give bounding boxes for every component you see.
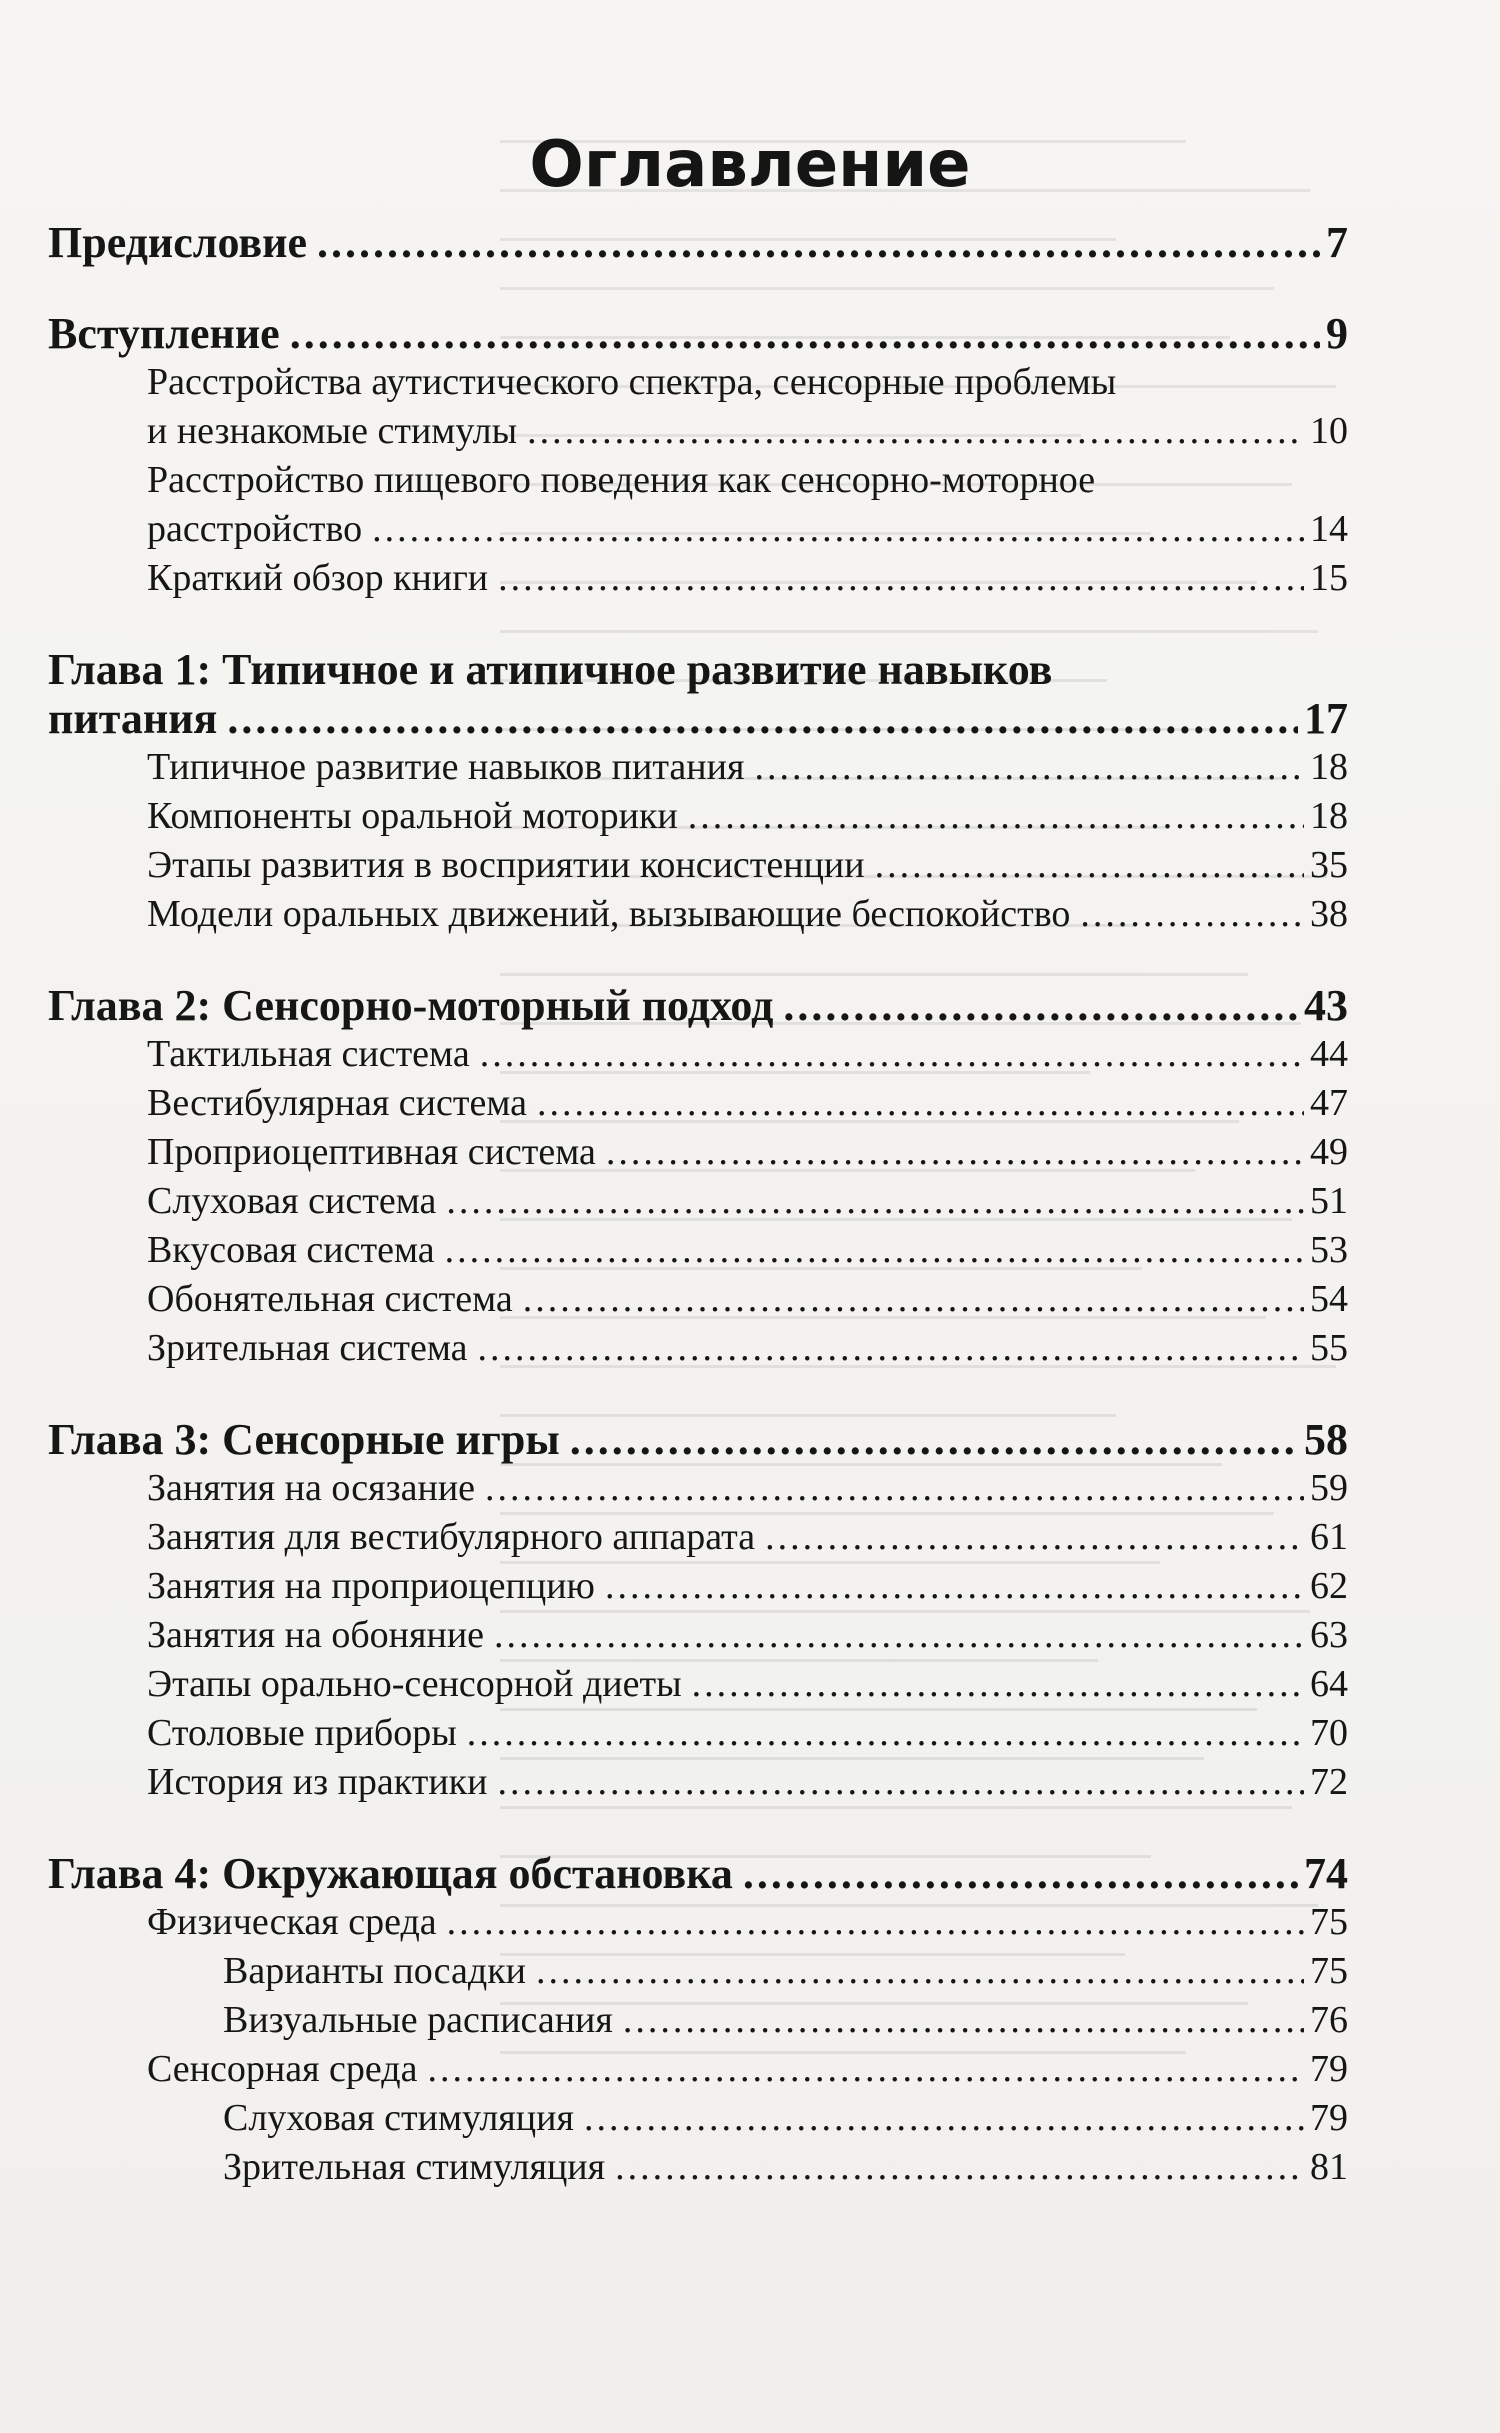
toc-entry[interactable] bbox=[48, 1513, 1348, 1562]
toc-entry-title: Глава 4: Окружающая обстановка bbox=[48, 1849, 733, 1898]
toc-page-number: 76 bbox=[1310, 1999, 1348, 2041]
toc-entry-title: Занятия для вестибулярного аппарата bbox=[147, 1516, 756, 1558]
toc-entry-title: Визуальные расписания bbox=[223, 1999, 613, 2041]
toc-entry[interactable] bbox=[48, 1415, 1348, 1464]
toc-entry-title: Тактильная система bbox=[147, 1033, 470, 1075]
toc-entry-title: Предисловие bbox=[48, 218, 308, 267]
toc-entry[interactable] bbox=[48, 792, 1348, 841]
page-title: Оглавление bbox=[529, 128, 971, 202]
toc-entry-title: Зрительная система bbox=[147, 1327, 468, 1369]
toc-entry-title: Типичное развитие навыков питания bbox=[147, 746, 745, 788]
toc-page-number: 10 bbox=[1310, 410, 1348, 452]
toc-entry-title: Слуховая система bbox=[147, 1180, 437, 1222]
toc-entry[interactable] bbox=[48, 743, 1348, 792]
dot-leader bbox=[447, 1898, 1304, 1947]
dot-leader bbox=[527, 407, 1304, 456]
toc-page-number: 70 bbox=[1310, 1712, 1348, 1754]
toc-entry-title: Сенсорная среда bbox=[147, 2048, 418, 2090]
toc-page-number: 81 bbox=[1310, 2146, 1348, 2188]
toc-entry-title: Этапы развития в восприятии консистенции bbox=[147, 844, 865, 886]
toc-entry-title: Занятия на осязание bbox=[147, 1467, 476, 1509]
toc-entry-title: Занятия на обоняние bbox=[147, 1614, 485, 1656]
toc-page-number: 43 bbox=[1304, 981, 1348, 1030]
dot-leader bbox=[606, 1128, 1304, 1177]
toc-entry-title-line2: и незнакомые стимулы bbox=[147, 410, 518, 452]
toc-entry-title: Глава 3: Сенсорные игры bbox=[48, 1415, 560, 1464]
toc-entry-title: Краткий обзор книги bbox=[147, 557, 489, 599]
toc-entry[interactable] bbox=[48, 505, 1348, 554]
toc-page-number: 62 bbox=[1310, 1565, 1348, 1607]
toc-entry-title: Модели оральных движений, вызывающие беспокойство bbox=[147, 893, 1071, 935]
toc-entry-title: Обонятельная система bbox=[147, 1278, 513, 1320]
dot-leader bbox=[445, 1226, 1304, 1275]
toc-entry[interactable] bbox=[48, 841, 1348, 890]
toc-page-number: 18 bbox=[1310, 795, 1348, 837]
toc-entry[interactable] bbox=[48, 1562, 1348, 1611]
toc-page-number: 58 bbox=[1304, 1415, 1348, 1464]
toc-page-number: 54 bbox=[1310, 1278, 1348, 1320]
toc-page-number: 38 bbox=[1310, 893, 1348, 935]
toc-entry[interactable] bbox=[48, 981, 1348, 1030]
toc-page-number: 47 bbox=[1310, 1082, 1348, 1124]
toc-entry[interactable] bbox=[48, 694, 1348, 743]
toc-page-number: 7 bbox=[1326, 218, 1348, 267]
toc-entry[interactable] bbox=[48, 1947, 1348, 1996]
toc-entry[interactable] bbox=[48, 218, 1348, 267]
toc-section-introduction bbox=[48, 309, 1348, 603]
toc-page-number: 75 bbox=[1310, 1901, 1348, 1943]
toc-section-chapter-4 bbox=[48, 1849, 1348, 2192]
toc-entry[interactable] bbox=[48, 1177, 1348, 1226]
toc-entry[interactable] bbox=[48, 1275, 1348, 1324]
toc-entry[interactable] bbox=[48, 1709, 1348, 1758]
toc-entry-title: Этапы орально-сенсорной диеты bbox=[147, 1663, 682, 1705]
table-of-contents bbox=[48, 218, 1348, 2234]
dot-leader bbox=[570, 1415, 1298, 1464]
dot-leader bbox=[227, 694, 1298, 743]
toc-page-number: 15 bbox=[1310, 557, 1348, 599]
toc-page-number: 72 bbox=[1310, 1761, 1348, 1803]
toc-entry-title-line1[interactable]: Расстройство пищевого поведения как сенсорно-моторное bbox=[147, 459, 1096, 501]
toc-page-number: 79 bbox=[1310, 2097, 1348, 2139]
dot-leader bbox=[498, 554, 1304, 603]
toc-entry-title-line2: питания bbox=[48, 694, 218, 743]
toc-entry-title: Физическая среда bbox=[147, 1901, 437, 1943]
toc-page-number: 18 bbox=[1310, 746, 1348, 788]
dot-leader bbox=[765, 1513, 1304, 1562]
toc-page-number: 9 bbox=[1326, 309, 1348, 358]
dot-leader bbox=[692, 1660, 1304, 1709]
toc-page-number: 51 bbox=[1310, 1180, 1348, 1222]
toc-entry-title: Компоненты оральной моторики bbox=[147, 795, 678, 837]
dot-leader bbox=[485, 1464, 1304, 1513]
toc-entry[interactable] bbox=[48, 554, 1348, 603]
dot-leader bbox=[875, 841, 1304, 890]
dot-leader bbox=[523, 1275, 1304, 1324]
toc-entry[interactable] bbox=[48, 309, 1348, 358]
dot-leader bbox=[478, 1324, 1304, 1373]
toc-page-number: 14 bbox=[1310, 508, 1348, 550]
toc-entry[interactable] bbox=[48, 2143, 1348, 2192]
toc-page-number: 64 bbox=[1310, 1663, 1348, 1705]
toc-entry-title: Столовые приборы bbox=[147, 1712, 457, 1754]
dot-leader bbox=[497, 1758, 1304, 1807]
toc-entry-title: Вступление bbox=[48, 309, 280, 358]
toc-section-preface bbox=[48, 218, 1348, 267]
toc-page-number: 74 bbox=[1304, 1849, 1348, 1898]
toc-entry[interactable] bbox=[48, 2045, 1348, 2094]
toc-page-number: 49 bbox=[1310, 1131, 1348, 1173]
toc-page-number: 44 bbox=[1310, 1033, 1348, 1075]
toc-page-number: 59 bbox=[1310, 1467, 1348, 1509]
toc-section-chapter-1 bbox=[48, 645, 1348, 939]
toc-entry[interactable] bbox=[48, 1849, 1348, 1898]
dot-leader bbox=[317, 218, 1320, 267]
toc-entry[interactable] bbox=[48, 1079, 1348, 1128]
toc-page-number: 75 bbox=[1310, 1950, 1348, 1992]
dot-leader bbox=[623, 1996, 1304, 2045]
toc-entry-title-line1[interactable]: Расстройства аутистического спектра, сенсорные проблемы bbox=[147, 361, 1117, 403]
toc-page-number: 17 bbox=[1304, 694, 1348, 743]
toc-entry[interactable] bbox=[48, 1660, 1348, 1709]
toc-entry-title: Слуховая стимуляция bbox=[223, 2097, 574, 2139]
toc-entry[interactable] bbox=[48, 1996, 1348, 2045]
toc-page-number: 55 bbox=[1310, 1327, 1348, 1369]
toc-entry-title: Глава 2: Сенсорно-моторный подход bbox=[48, 981, 774, 1030]
dot-leader bbox=[372, 505, 1304, 554]
dot-leader bbox=[467, 1709, 1304, 1758]
dot-leader bbox=[290, 309, 1320, 358]
toc-entry[interactable] bbox=[48, 1611, 1348, 1660]
dot-leader bbox=[605, 1562, 1304, 1611]
dot-leader bbox=[428, 2045, 1305, 2094]
toc-entry[interactable] bbox=[48, 1030, 1348, 1079]
dot-leader bbox=[754, 743, 1304, 792]
toc-page-number: 63 bbox=[1310, 1614, 1348, 1656]
toc-page-number: 79 bbox=[1310, 2048, 1348, 2090]
toc-entry[interactable] bbox=[48, 890, 1348, 939]
dot-leader bbox=[446, 1177, 1304, 1226]
toc-entry-title: Вестибулярная система bbox=[147, 1082, 527, 1124]
toc-entry[interactable] bbox=[48, 1324, 1348, 1373]
toc-entry[interactable] bbox=[48, 1758, 1348, 1807]
toc-entry-title: Зрительная стимуляция bbox=[223, 2146, 606, 2188]
dot-leader bbox=[688, 792, 1304, 841]
toc-entry[interactable] bbox=[48, 1464, 1348, 1513]
toc-entry[interactable] bbox=[48, 1226, 1348, 1275]
toc-entry[interactable] bbox=[48, 1898, 1348, 1947]
dot-leader bbox=[494, 1611, 1304, 1660]
dot-leader bbox=[537, 1079, 1304, 1128]
dot-leader bbox=[743, 1849, 1298, 1898]
toc-entry-title: Занятия на проприоцепцию bbox=[147, 1565, 595, 1607]
toc-page-number: 53 bbox=[1310, 1229, 1348, 1271]
toc-page-number: 61 bbox=[1310, 1516, 1348, 1558]
toc-entry[interactable] bbox=[48, 407, 1348, 456]
toc-section-chapter-2 bbox=[48, 981, 1348, 1373]
dot-leader bbox=[584, 2094, 1304, 2143]
toc-entry[interactable] bbox=[48, 1128, 1348, 1177]
toc-entry-title: Проприоцептивная система bbox=[147, 1131, 596, 1173]
dot-leader bbox=[615, 2143, 1304, 2192]
dot-leader bbox=[536, 1947, 1304, 1996]
dot-leader bbox=[783, 981, 1298, 1030]
dot-leader bbox=[480, 1030, 1304, 1079]
toc-page-number: 35 bbox=[1310, 844, 1348, 886]
toc-entry-title: История из практики bbox=[147, 1761, 488, 1803]
toc-entry-title-line2: расстройство bbox=[147, 508, 363, 550]
toc-entry[interactable] bbox=[48, 2094, 1348, 2143]
toc-entry-title: Варианты посадки bbox=[223, 1950, 526, 1992]
toc-entry-title: Вкусовая система bbox=[147, 1229, 435, 1271]
dot-leader bbox=[1080, 890, 1304, 939]
toc-entry-title-line1[interactable]: Глава 1: Типичное и атипичное развитие навыков bbox=[48, 645, 1053, 694]
toc-section-chapter-3 bbox=[48, 1415, 1348, 1807]
